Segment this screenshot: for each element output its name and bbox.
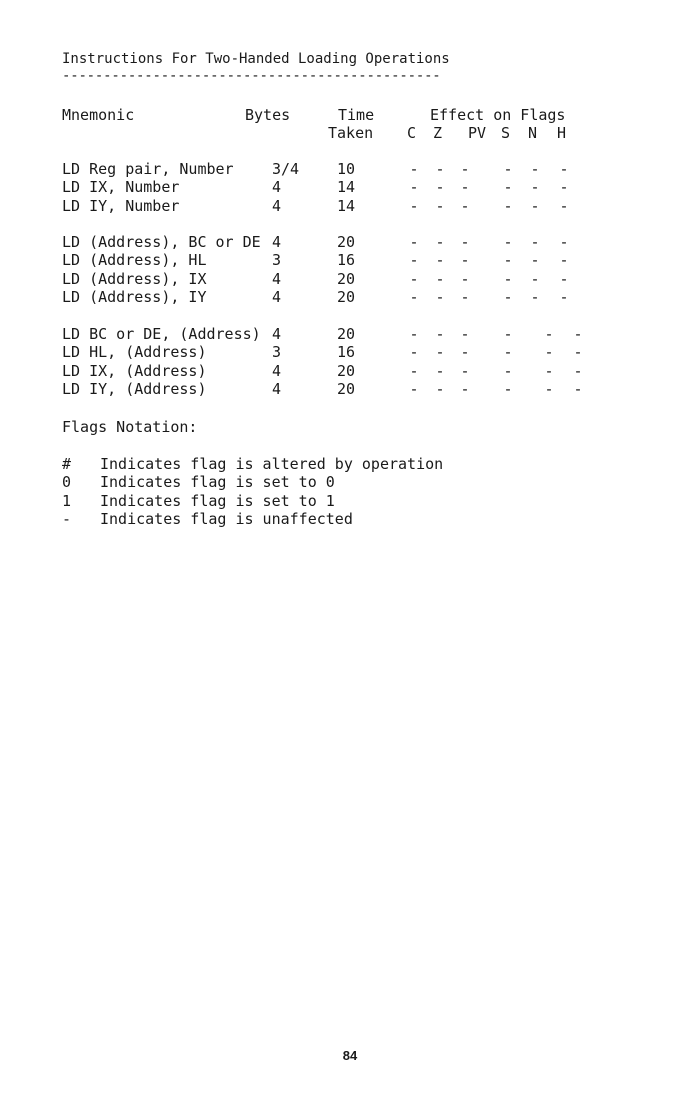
table-row — [0, 288, 700, 306]
page-number: 84 — [342, 1048, 358, 1063]
mnemonic-cell: LD (Address), HL — [62, 251, 207, 270]
flag-cell-h: - — [559, 251, 569, 270]
bytes-cell: 4 — [272, 196, 282, 215]
flag-cell-c: - — [409, 343, 419, 362]
flag-cell-c: - — [409, 361, 419, 380]
table-row — [0, 362, 700, 380]
flag-header-c: C — [407, 124, 417, 142]
flag-cell-z: - — [435, 380, 445, 399]
bytes-cell: 3 — [272, 251, 282, 270]
flag-cell-s: - — [503, 325, 513, 343]
flag-cell-c: - — [409, 380, 419, 399]
flag-cell-z: - — [435, 196, 445, 215]
flag-cell-n: - — [530, 288, 540, 307]
flag-cell-z: - — [435, 361, 445, 380]
table-row — [0, 325, 700, 343]
flag-cell-pv: - — [460, 325, 470, 343]
mnemonic-cell: LD (Address), BC or DE — [62, 233, 261, 251]
flag-cell-n: - — [530, 160, 540, 178]
mnemonic-cell: LD IY, Number — [62, 196, 180, 215]
flag-cell-pv: - — [460, 288, 470, 307]
notation-item — [0, 455, 700, 473]
table-row — [0, 380, 700, 398]
flag-cell-z: - — [435, 343, 445, 362]
bytes-cell: 4 — [272, 233, 282, 251]
bytes-cell: 3 — [272, 343, 282, 362]
flag-cell-h: - — [559, 288, 569, 307]
time-cell: 20 — [337, 233, 356, 251]
bytes-cell: 4 — [272, 325, 282, 343]
bytes-cell: 3/4 — [272, 160, 300, 178]
flag-cell-z: - — [435, 233, 445, 251]
table-row — [0, 251, 700, 269]
bytes-cell: 4 — [272, 288, 282, 307]
flag-cell-c: - — [409, 160, 419, 178]
flag-cell-pv: - — [460, 343, 470, 362]
table-row — [0, 160, 700, 178]
flag-header-n: N — [528, 124, 538, 142]
notation-text: Indicates flag is set to 0 — [100, 473, 335, 492]
flag-cell-z: - — [435, 178, 445, 197]
mnemonic-cell: LD HL, (Address) — [62, 343, 207, 362]
notation-symbol: 1 — [62, 491, 72, 510]
flag-cell-s: - — [503, 288, 513, 307]
flag-cell-c: - — [409, 325, 419, 343]
time-cell: 10 — [337, 160, 356, 178]
flag-cell-n: - — [544, 361, 554, 380]
notation-text: Indicates flag is altered by operation — [100, 455, 444, 473]
mnemonic-cell: LD BC or DE, (Address) — [62, 325, 261, 343]
time-cell: 20 — [337, 288, 356, 307]
flag-cell-n: - — [530, 233, 540, 251]
flag-header-h: H — [557, 124, 567, 142]
flags-notation-title: Flags Notation: — [62, 418, 198, 436]
flag-header-s: S — [501, 124, 511, 142]
mnemonic-cell: LD IY, (Address) — [62, 380, 207, 399]
flag-cell-pv: - — [460, 361, 470, 380]
flag-cell-h: - — [573, 343, 583, 362]
mnemonic-cell: LD IX, (Address) — [62, 361, 207, 380]
notation-item — [0, 473, 700, 491]
header-mnemonic: Mnemonic — [62, 106, 135, 124]
flag-cell-c: - — [409, 196, 419, 215]
header-time-line2: Taken — [328, 124, 374, 142]
time-cell: 20 — [337, 361, 356, 380]
bytes-cell: 4 — [272, 269, 282, 288]
title-underline: ---------------------------------------------- — [62, 68, 441, 84]
time-cell: 14 — [337, 196, 356, 215]
time-cell: 20 — [337, 269, 356, 288]
flag-cell-n: - — [530, 269, 540, 288]
flag-cell-pv: - — [460, 380, 470, 399]
flag-cell-n: - — [530, 178, 540, 197]
flag-cell-z: - — [435, 288, 445, 307]
flag-cell-c: - — [409, 251, 419, 270]
flag-cell-s: - — [503, 196, 513, 215]
table-row — [0, 178, 700, 196]
flag-cell-n: - — [544, 343, 554, 362]
flag-cell-c: - — [409, 233, 419, 251]
notation-symbol: # — [62, 455, 72, 473]
notation-symbol: - — [62, 510, 72, 529]
notation-item — [0, 510, 700, 528]
table-row — [0, 343, 700, 361]
flag-cell-z: - — [435, 325, 445, 343]
header-effect-on-flags: Effect on Flags — [430, 106, 566, 124]
flag-cell-h: - — [573, 361, 583, 380]
time-cell: 16 — [337, 343, 356, 362]
flag-cell-s: - — [503, 178, 513, 197]
flag-cell-c: - — [409, 178, 419, 197]
mnemonic-cell: LD (Address), IX — [62, 269, 207, 288]
flag-cell-s: - — [503, 160, 513, 178]
flag-cell-z: - — [435, 251, 445, 270]
mnemonic-cell: LD (Address), IY — [62, 288, 207, 307]
flag-cell-h: - — [559, 196, 569, 215]
header-bytes: Bytes — [245, 106, 291, 124]
header-time-line1: Time — [338, 106, 375, 124]
notation-item — [0, 492, 700, 510]
table-row — [0, 270, 700, 288]
flag-cell-s: - — [503, 343, 513, 362]
time-cell: 20 — [337, 325, 356, 343]
time-cell: 20 — [337, 380, 356, 399]
flag-cell-z: - — [435, 269, 445, 288]
time-cell: 16 — [337, 251, 356, 270]
bytes-cell: 4 — [272, 361, 282, 380]
flag-cell-s: - — [503, 233, 513, 251]
flag-header-z: Z — [433, 124, 443, 142]
notation-symbol: 0 — [62, 473, 72, 492]
flag-cell-n: - — [530, 196, 540, 215]
flag-cell-z: - — [435, 160, 445, 178]
flag-cell-h: - — [559, 233, 569, 251]
notation-text: Indicates flag is set to 1 — [100, 491, 335, 510]
bytes-cell: 4 — [272, 178, 282, 197]
flag-cell-n: - — [544, 325, 554, 343]
flag-cell-h: - — [559, 178, 569, 197]
flag-cell-pv: - — [460, 269, 470, 288]
flag-cell-s: - — [503, 361, 513, 380]
flag-cell-s: - — [503, 251, 513, 270]
mnemonic-cell: LD Reg pair, Number — [62, 160, 234, 178]
flag-cell-pv: - — [460, 251, 470, 270]
flag-cell-h: - — [573, 325, 583, 343]
flag-cell-h: - — [573, 380, 583, 399]
flag-cell-c: - — [409, 269, 419, 288]
flag-cell-n: - — [544, 380, 554, 399]
flag-cell-c: - — [409, 288, 419, 307]
time-cell: 14 — [337, 178, 356, 197]
table-row — [0, 197, 700, 215]
flag-cell-h: - — [559, 160, 569, 178]
flag-cell-pv: - — [460, 160, 470, 178]
notation-text: Indicates flag is unaffected — [100, 510, 353, 529]
table-row — [0, 233, 700, 251]
flag-cell-s: - — [503, 380, 513, 399]
flag-cell-n: - — [530, 251, 540, 270]
flag-cell-pv: - — [460, 233, 470, 251]
flag-cell-pv: - — [460, 196, 470, 215]
flag-cell-pv: - — [460, 178, 470, 197]
mnemonic-cell: LD IX, Number — [62, 178, 180, 197]
flag-cell-h: - — [559, 269, 569, 288]
flag-header-pv: PV — [468, 124, 487, 142]
page-title: Instructions For Two-Handed Loading Operations — [62, 51, 450, 67]
bytes-cell: 4 — [272, 380, 282, 399]
flag-cell-s: - — [503, 269, 513, 288]
